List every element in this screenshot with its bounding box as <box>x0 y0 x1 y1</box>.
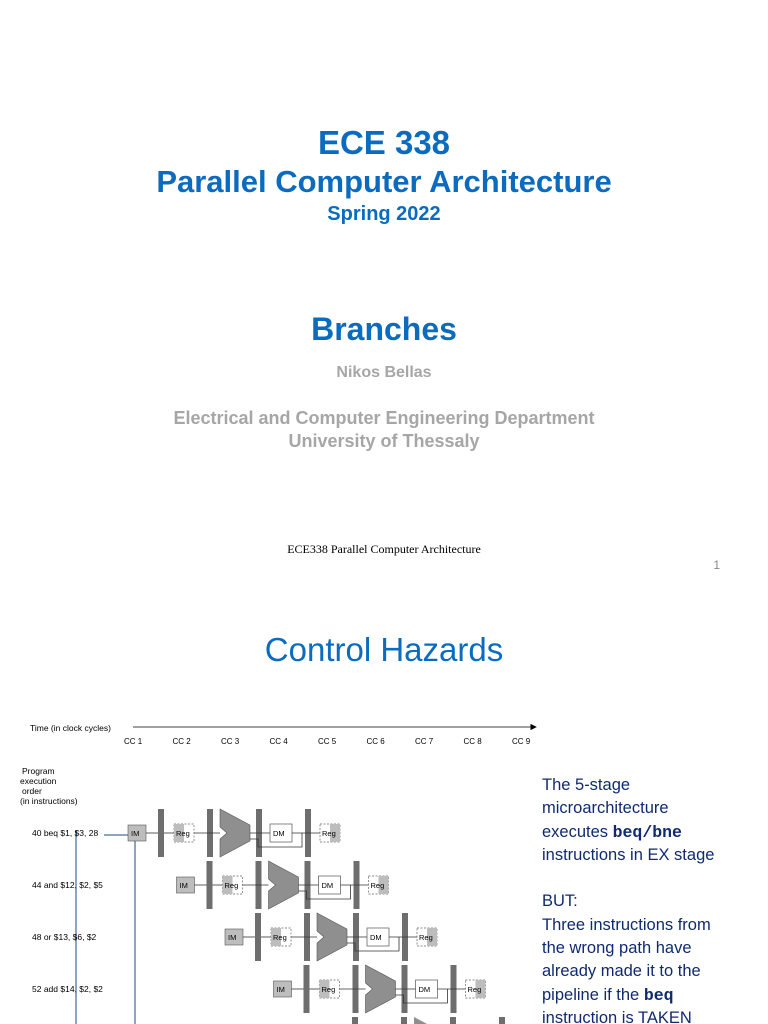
pipeline-row <box>32 913 437 961</box>
order-label-line: order <box>22 786 42 796</box>
pipeline-row <box>32 809 340 857</box>
term: Spring 2022 <box>327 203 441 225</box>
text-line: Three instructions from <box>542 915 711 934</box>
stage-label-reg: Reg <box>224 881 239 890</box>
text-line <box>542 984 764 1007</box>
branch-path-line <box>104 835 135 1024</box>
stage-label-reg: Reg <box>176 829 190 838</box>
code-beq: beq <box>643 985 674 1005</box>
stage-label-reg: Reg <box>370 881 385 890</box>
text-line: the wrong path have <box>542 939 692 958</box>
instruction-label: 52 add $14, $2, $2 <box>32 984 103 994</box>
cycle-label: CC 9 <box>512 737 531 746</box>
alu-block <box>269 861 299 909</box>
order-label-line: (in instructions) <box>20 796 78 806</box>
cycle-label: CC 3 <box>221 737 240 746</box>
control-hazards-slide <box>0 590 768 1024</box>
pipeline-register <box>158 809 164 857</box>
explanation-text <box>542 774 764 1024</box>
course-code: ECE 338 <box>317 124 451 161</box>
text-fragment: executes <box>542 822 613 841</box>
pipeline-register <box>499 1017 505 1024</box>
pipeline-register <box>450 1017 456 1024</box>
topic-title: Branches <box>311 311 457 347</box>
pipeline-register <box>304 965 310 1013</box>
pipeline-rows <box>32 809 505 1024</box>
stage-label-im: IM <box>131 829 140 838</box>
text-line: already made it to the <box>542 962 701 981</box>
alu-block <box>220 809 250 857</box>
pipeline-row <box>32 965 486 1013</box>
stage-label-reg: Reg <box>419 933 433 942</box>
cycle-label: CC 8 <box>463 737 482 746</box>
order-label-line: Program <box>22 766 55 776</box>
university: University of Thessaly <box>288 431 480 451</box>
stage-label-reg: Reg <box>273 933 287 942</box>
stage-label-im: IM <box>228 933 237 942</box>
cycle-labels <box>124 737 531 746</box>
stage-label-dm: DM <box>370 933 382 942</box>
slide-title: Control Hazards <box>264 631 504 668</box>
text-line: BUT: <box>542 892 578 911</box>
cycle-label: CC 2 <box>172 737 191 746</box>
instruction-label: 40 beq $1, $3, 28 <box>32 828 99 838</box>
course-title: Parallel Computer Architecture <box>156 164 612 199</box>
alu-block <box>414 1017 444 1024</box>
pipeline-diagram <box>0 718 540 1024</box>
cycle-label: CC 5 <box>318 737 337 746</box>
stage-label-dm: DM <box>273 829 285 838</box>
cycle-label: CC 1 <box>124 737 143 746</box>
pipeline-row-partial <box>352 1017 505 1024</box>
cycle-label: CC 7 <box>415 737 434 746</box>
order-label-line: execution <box>20 776 57 786</box>
author: Nikos Bellas <box>336 364 432 381</box>
pipeline-row <box>32 861 389 909</box>
stage-label-reg: Reg <box>321 985 336 994</box>
alu-block <box>366 965 396 1013</box>
cycle-label: CC 4 <box>269 737 288 746</box>
text-line <box>542 821 764 844</box>
pipeline-register <box>352 1017 358 1024</box>
text-line: instructions in EX stage <box>542 845 715 864</box>
text-line: The 5-stage <box>542 776 631 794</box>
instruction-label: 44 and $12, $2, $5 <box>32 880 103 890</box>
stage-label-dm: DM <box>321 881 334 890</box>
stage-label-im: IM <box>179 881 188 890</box>
text-line: microarchitecture <box>542 799 669 818</box>
stage-label-dm: DM <box>418 985 431 994</box>
code-beq-bne: beq/bne <box>612 822 682 842</box>
text-spacer <box>542 867 764 890</box>
stage-label-reg: Reg <box>322 829 336 838</box>
alu-block <box>317 913 347 961</box>
text-line: instruction is TAKEN <box>542 1008 692 1024</box>
time-axis-label: Time (in clock cycles) <box>30 723 111 733</box>
stage-label-reg: Reg <box>467 985 482 994</box>
pipeline-register <box>401 1017 407 1024</box>
cycle-label: CC 6 <box>366 737 385 746</box>
pipeline-register <box>207 861 213 909</box>
instruction-label: 48 or $13, $6, $2 <box>32 932 97 942</box>
slide-footer: ECE338 Parallel Computer Architecture <box>287 542 481 556</box>
program-order-label <box>20 766 78 806</box>
page-number: 1 <box>713 558 720 572</box>
pipeline-register <box>255 913 261 961</box>
stage-label-im: IM <box>276 985 285 994</box>
text-fragment: pipeline if the <box>542 985 644 1004</box>
department: Electrical and Computer Engineering Department <box>173 408 595 428</box>
